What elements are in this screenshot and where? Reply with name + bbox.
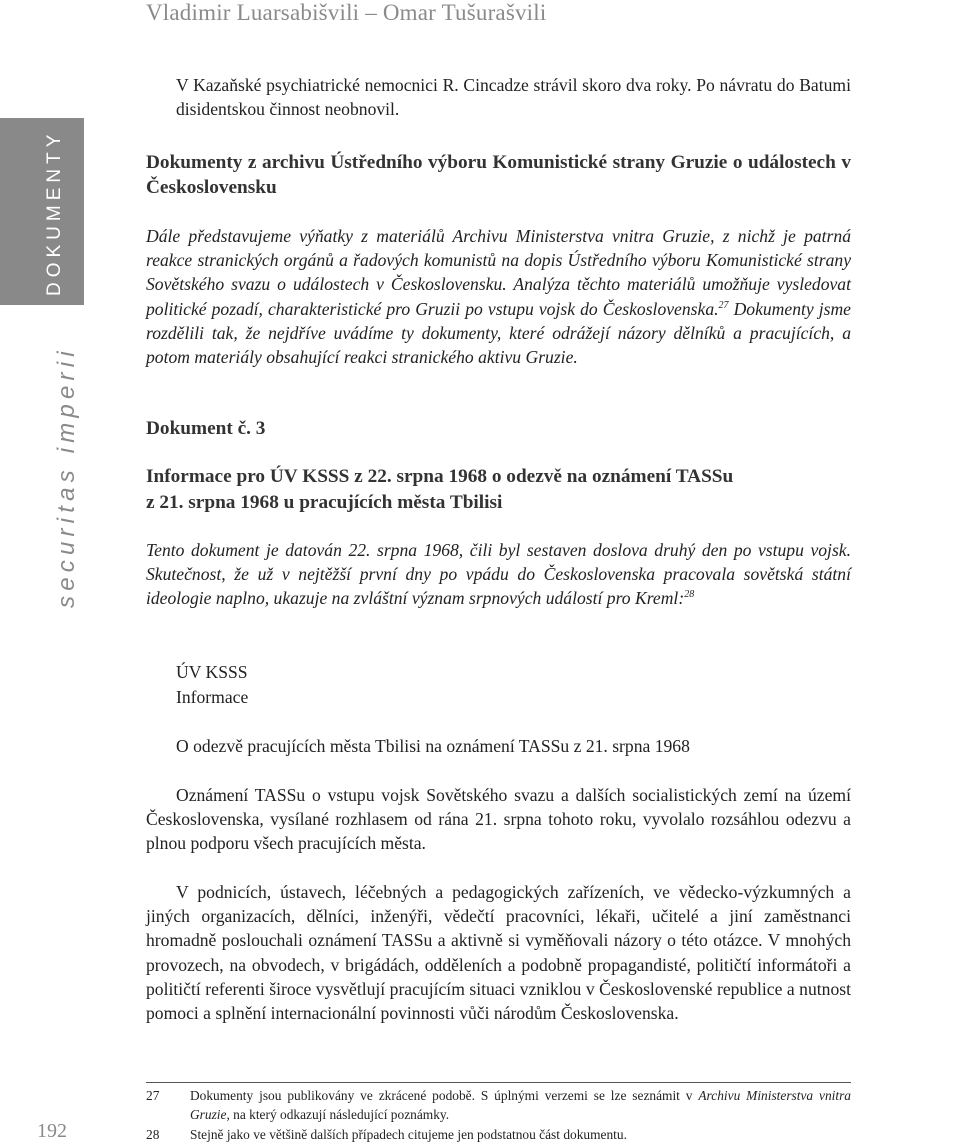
footnote-text: [190, 1086, 851, 1124]
footnote-text-b: , na který odkazují následující poznámky.: [226, 1107, 450, 1122]
document-heading: Dokument č. 3: [146, 418, 266, 439]
running-head: Vladimir Luarsabišvili – Omar Tušurašvili: [146, 0, 547, 25]
footnote-number: 27: [146, 1088, 160, 1103]
italic-intro-part-3: Dokumenty jsme rozdělili tak, že nejdříve uvádíme ty dokumenty, které odrážejí názory dělníků a pracujících, a potom materiály obsahující reakci stranického aktivu Gruzie.: [146, 298, 851, 368]
footnote-text-italic: Archivu Ministerstva vnitra Gruzie: [190, 1088, 851, 1122]
italic-intro: [146, 224, 851, 369]
document-title-line-1: Informace pro ÚV KSSS z 22. srpna 1968 o odezvě na oznámení TASSu: [146, 466, 734, 487]
document-title-line-2: z 21. srpna 1968 u pracujících města Tbilisi: [146, 492, 503, 513]
italic-intro-part-1: Dále představujeme výňatky z materiálů Archivu Ministerstva vnitra Gruzie, z nichž je patrná reakce stranických orgánů a řadových komunistů na dopis Ústředního výboru Komunistické strany Sovětského svazu o událostech v Československu.: [146, 226, 851, 295]
footnote-divider: [146, 1082, 851, 1083]
document-paragraph-1: Oznámení TASSu o vstupu vojsk Sovětského svazu a dalších socialistických zemí na území Československa, vysílané rozhlasem od rána 21. srpna tohoto roku, vyvolalo rozsáhlou odezvu a plnou podporu všech pracujících města.: [146, 785, 851, 854]
section-label: DOKUMENTY: [44, 129, 65, 296]
document-intro-text: Tento dokument je datován 22. srpna 1968, čili byl sestaven doslova druhý den po vstupu vojsk. Skutečnost, že už v nejtěžší první dny po vpádu do Československa pracovala sovětská státní ideologie naplno, ukazuje na zvláštní význam srpnových událostí pro Kreml:: [146, 540, 851, 609]
document-paragraph-2: V podnicích, ústavech, léčebných a pedagogických zařízeních, ve vědecko-výzkumných a jiných organizacích, dělníci, inženýři, vědečtí pracovníci, lékaři, učitelé a jiní zaměstnanci hromadně poslouchali oznámení TASSu a aktivně si vyměňovali názory o této otázce. V mnohých provozech, na obvodech, v brigádách, odděleních a podobně propagandisté, političtí informátoři a političtí referenti široce vysvětlují pracujícím situaci vzniklou v Československé republice a nutnost pomoci a splnění internacionální povinnosti vůči národům Československa.: [146, 882, 851, 1024]
footnote-text: Stejně jako ve většině dalších případech citujeme jen podstatnou část dokumentu.: [190, 1127, 627, 1142]
section-heading: Dokumenty z archivu Ústředního výboru Komunistické strany Gruzie o událostech v Československu: [146, 152, 851, 198]
italic-intro-part-2: Analýza těchto materiálů umožňuje vysledovat politické pozadí, charakteristické pro Gruzii po vstupu vojsk do Československa.: [146, 274, 851, 319]
intro-paragraph-text: V Kazaňské psychiatrické nemocnici R. Cincadze strávil skoro dva roky. Po návratu do Batumi disidentskou činnost neobnovil.: [176, 75, 851, 120]
side-margin: [0, 0, 86, 1146]
series-title: securitas imperii: [53, 346, 80, 608]
intro-paragraph: [176, 73, 851, 121]
section-tab: [0, 118, 84, 305]
document-intro: [146, 538, 851, 611]
footnote-text-a: Dokumenty jsou publikovány ve zkrácené podobě. S úplnými verzemi se lze seznámit v: [190, 1088, 699, 1103]
page-number: 192: [37, 1120, 67, 1142]
footnote-ref-28[interactable]: 28: [684, 589, 695, 601]
document-type: Informace: [176, 687, 249, 707]
footnote-ref-27[interactable]: 27: [718, 299, 729, 311]
document-subject: O odezvě pracujících města Tbilisi na oznámení TASSu z 21. srpna 1968: [176, 736, 690, 756]
footnote-number: 28: [146, 1127, 160, 1142]
document-addressee: ÚV KSSS: [176, 662, 248, 682]
